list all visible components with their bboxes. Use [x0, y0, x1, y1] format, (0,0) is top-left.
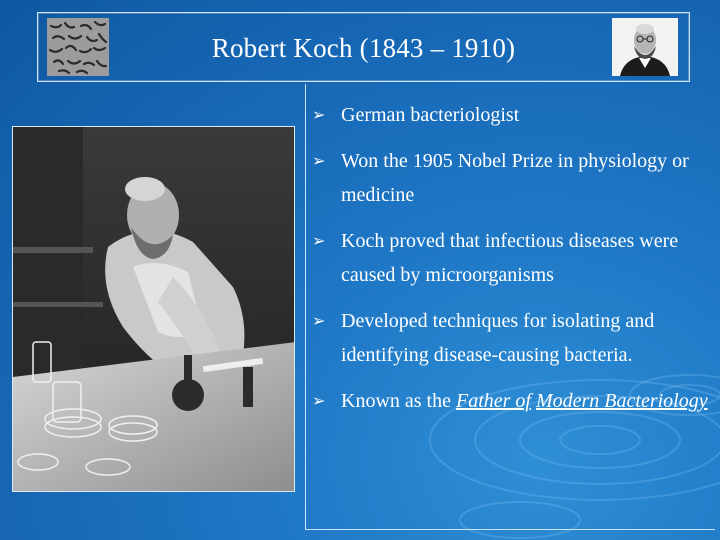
bullet-list: [312, 98, 712, 430]
bullet-item: [312, 224, 712, 292]
arrowhead-bullet-icon: ➢: [312, 311, 326, 330]
bullet-text: Koch proved that infectious diseases were caused by microorganisms: [341, 230, 679, 286]
bullet-text-prefix: Known as the: [341, 390, 456, 412]
bullet-item: [312, 98, 712, 132]
arrowhead-bullet-icon: ➢: [312, 391, 326, 410]
bullet-text: Developed techniques for isolating and identifying disease-causing bacteria.: [341, 310, 655, 366]
koch-laboratory-photo: [12, 126, 295, 492]
arrowhead-bullet-icon: ➢: [312, 151, 326, 170]
modern-bacteriology-link[interactable]: Modern Bacteriology: [535, 390, 708, 412]
slide-title: Robert Koch (1843 – 1910): [211, 33, 516, 63]
bullet-text: German bacteriologist: [341, 104, 520, 126]
robert-koch-portrait-image: [612, 18, 678, 76]
bullet-item: [312, 304, 712, 372]
father-of-link[interactable]: Father of: [455, 390, 531, 412]
bacteria-micrograph-image: [47, 18, 109, 76]
arrowhead-bullet-icon: ➢: [312, 105, 326, 124]
bullet-item: [312, 384, 712, 418]
title-bar: [37, 12, 690, 82]
bullet-text: Won the 1905 Nobel Prize in physiology or medicine: [341, 150, 689, 206]
bullet-item: [312, 144, 712, 212]
arrowhead-bullet-icon: ➢: [312, 231, 326, 250]
